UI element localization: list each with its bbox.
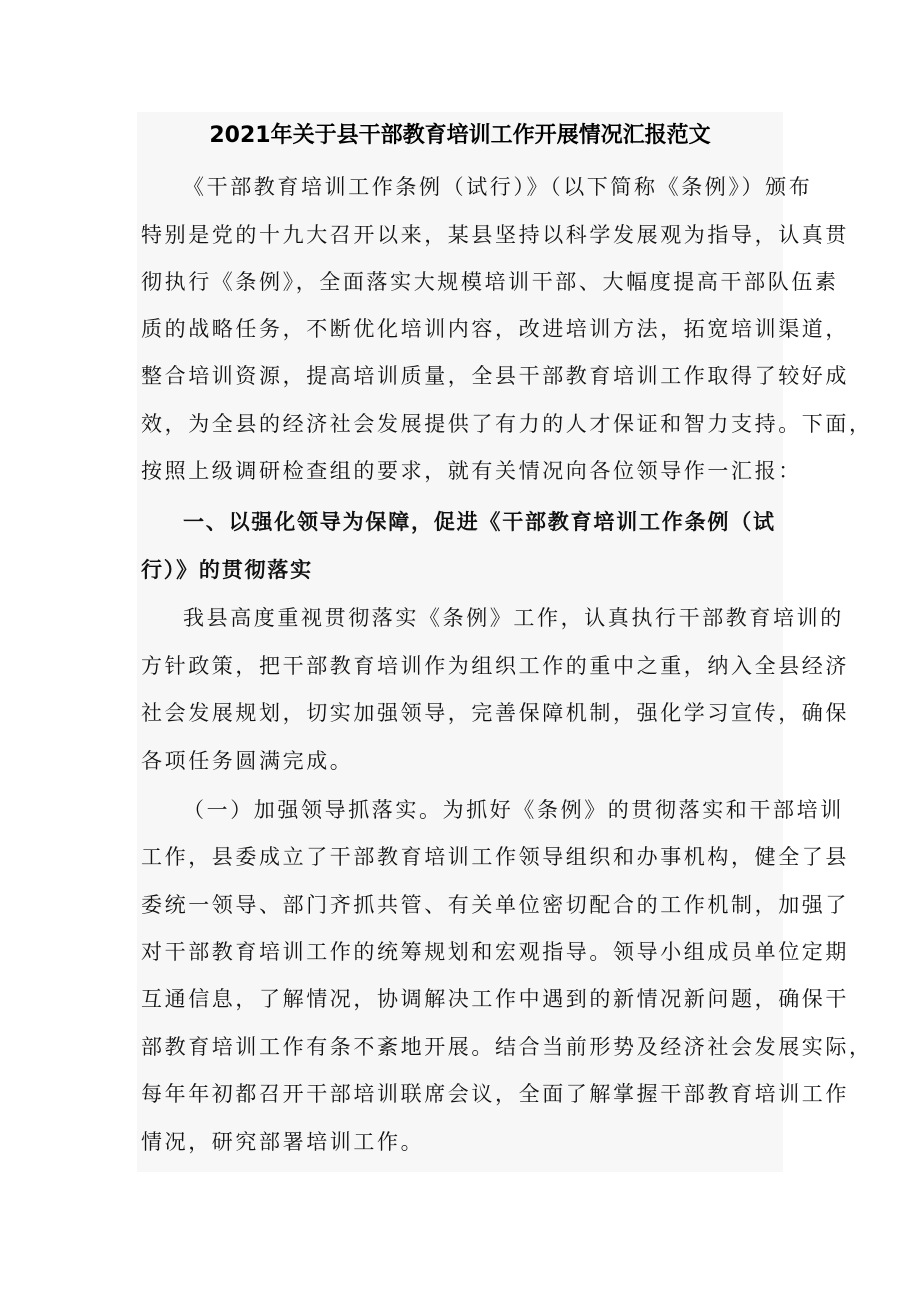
paragraph-2-line-1: 我县高度重视贯彻落实《条例》工作，认真执行干部教育培训的 — [183, 606, 844, 630]
paragraph-3-line-8: 情况，研究部署培训工作。 — [141, 1130, 425, 1154]
paragraph-1-line-7: 按照上级调研检查组的要求，就有关情况向各位领导作一汇报： — [141, 459, 802, 483]
paragraph-2-line-3: 社会发展规划，切实加强领导，完善保障机制，强化学习宣传，确保 — [141, 701, 849, 725]
paragraph-1-line-4: 质的战略任务，不断优化培训内容，改进培训方法，拓宽培训渠道， — [141, 317, 849, 341]
paragraph-1-line-1: 《干部教育培训工作条例（试行）》（以下简称《条例》）颁布 — [183, 175, 813, 199]
paragraph-3-line-4: 对干部教育培训工作的统筹规划和宏观指导。领导小组成员单位定期 — [141, 940, 849, 964]
paragraph-3-line-5: 互通信息，了解情况，协调解决工作中遇到的新情况新问题，确保干 — [141, 987, 849, 1011]
paragraph-1-line-3: 彻执行《条例》，全面落实大规模培训干部、大幅度提高干部队伍素 — [141, 270, 839, 294]
section-heading-line-1: 一、以强化领导为保障，促进《干部教育培训工作条例（试 — [183, 510, 776, 534]
paragraph-3-line-6: 部教育培训工作有条不紊地开展。结合当前形势及经济社会发展实际， — [141, 1035, 873, 1059]
paragraph-1-line-6: 效，为全县的经济社会发展提供了有力的人才保证和智力支持。下面， — [141, 412, 873, 436]
paragraph-3-line-1: （一）加强领导抓落实。为抓好《条例》的贯彻落实和干部培训 — [183, 798, 844, 822]
paragraph-2-line-2: 方针政策，把干部教育培训作为组织工作的重中之重，纳入全县经济 — [141, 654, 849, 678]
paragraph-1-line-2: 特别是党的十九大召开以来，某县坚持以科学发展观为指导，认真贯 — [141, 223, 849, 247]
paragraph-2-line-4: 各项任务圆满完成。 — [141, 749, 354, 773]
paragraph-3-line-2: 工作，县委成立了干部教育培训工作领导组织和办事机构，健全了县 — [141, 845, 849, 869]
paragraph-3-line-7: 每年年初都召开干部培训联席会议，全面了解掌握干部教育培训工作 — [141, 1082, 849, 1106]
paragraph-3-line-3: 委统一领导、部门齐抓共管、有关单位密切配合的工作机制，加强了 — [141, 893, 849, 917]
paragraph-1-line-5: 整合培训资源，提高培训质量，全县干部教育培训工作取得了较好成 — [141, 364, 849, 388]
document-title: 2021年关于县干部教育培训工作开展情况汇报范文 — [209, 123, 711, 148]
section-heading-line-2: 行）》的贯彻落实 — [141, 558, 313, 582]
